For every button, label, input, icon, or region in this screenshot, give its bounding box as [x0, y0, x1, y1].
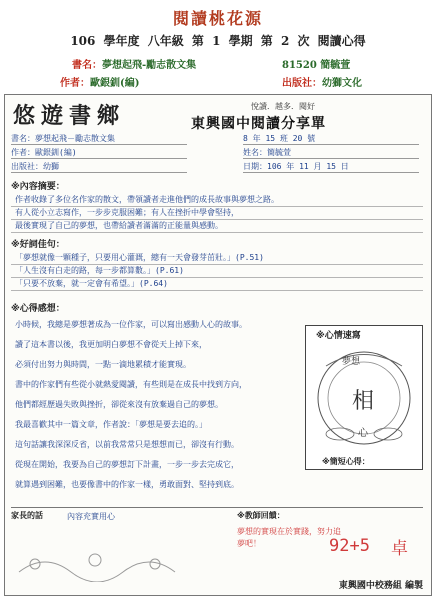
mood-glyph: 相 [352, 389, 375, 414]
teacher-signature: 卓 [391, 539, 408, 559]
page-header [0, 0, 436, 89]
footer-brand: 東興國中校務組 編製 [338, 581, 423, 591]
page-subtitle: 106 學年度 八年級 第 1 學期 第 2 次 閱讀心得 [70, 34, 366, 48]
school-title: 東興國中閱讀分享單 [191, 116, 326, 132]
score: 92+5 [329, 536, 370, 556]
sketch-decoration [15, 548, 215, 582]
publisher-meta [282, 74, 362, 89]
publisher-name: 幼獅文化 [322, 78, 362, 89]
quote-line: 「人生沒有白走的路，每一步都算數。」(P.61) [15, 266, 184, 275]
author-label: 作者： [60, 78, 90, 89]
book-meta [72, 56, 196, 71]
summary-line: 有人從小立志寫作，一步步克服困難；有人在挫折中學會堅持， [15, 208, 239, 217]
class-line: 8 年 15 班 20 號 [243, 133, 419, 145]
quote-lines [15, 251, 421, 290]
mood-sketch-drawing [306, 338, 422, 458]
quote-line: 「夢想就像一顆種子，只要用心灌溉，總有一天會發芽茁壯。」(P.51) [15, 253, 264, 262]
mood-glyph: 夢想 [342, 357, 361, 367]
reflection-line: 這句話讓我深深反省，以前我常常只是想想而已，卻沒有行動。 [15, 440, 239, 449]
reflection-line: 我最喜歡其中一篇文章，作者說：「夢想是要去追的。」 [15, 420, 207, 429]
teacher-comment: 夢想的實現在於實踐，努力追夢吧！ [237, 527, 341, 548]
reflection-line: 小時候，我總是夢想著成為一位作家，可以寫出感動人心的故事。 [15, 320, 247, 329]
publisher-label: 出版社： [282, 78, 322, 89]
banner-logo: 悠遊書鄉 [13, 103, 126, 129]
reflection-line: 讀了這本書以後，我更加明白夢想不會從天上掉下來， [15, 340, 207, 349]
name-line: 姓名：簡毓萱 [243, 147, 419, 159]
parent-label: 家長的話 [11, 511, 43, 520]
mood-caption: ※簡短心得： [322, 457, 370, 466]
mood-sketch-title: ※心情速寫 [316, 331, 361, 341]
reflection-line: 他們都經歷過失敗與挫折，卻從來沒有放棄過自己的夢想。 [15, 400, 223, 409]
page-title: 閱讀桃花源 [172, 9, 263, 28]
reading-worksheet [4, 94, 432, 596]
reflection-line: 從現在開始，我要為自己的夢想訂下計畫，一步一步去完成它， [15, 460, 239, 469]
content-summary-heading: ※內容摘要： [11, 182, 65, 192]
publisher-line: 出版社：幼獅 [11, 161, 187, 173]
quote-heading: ※好詞佳句： [11, 240, 65, 250]
book-line: 書名：夢想起飛－勵志散文集 [11, 133, 187, 145]
mood-glyph: 心 [358, 428, 368, 439]
author-name: 歐銀釧(編) [90, 78, 140, 89]
reflection-line: 必須付出努力與時間，一點一滴地累積才能實現。 [15, 360, 191, 369]
quote-line: 「只要不放棄，就一定會有希望。」(P.64) [15, 279, 168, 288]
reflection-line: 書中的作家們有些從小就熱愛閱讀，有些則是在成長中找到方向， [15, 380, 247, 389]
student-id: 81520 簡毓萱 [282, 60, 351, 71]
author-line: 作者：歐銀釧(編) [11, 147, 187, 159]
content-summary [15, 193, 421, 232]
summary-line: 最後實現了自己的夢想，也帶給讀者滿滿的正能量與感動。 [15, 221, 223, 230]
teacher-label: ※教師回饋： [237, 511, 285, 520]
summary-line: 作者收錄了多位名作家的散文，帶領讀者走進他們的成長故事與夢想之路。 [15, 195, 279, 204]
date-line: 日期：106 年 11 月 15 日 [243, 161, 419, 173]
book-title: 夢想起飛-勵志散文集 [102, 60, 197, 71]
mood-sketch-box [305, 325, 423, 470]
slogan: 悅讀．越多．閱好 [251, 102, 315, 111]
reflection-heading: ※心得感想： [11, 304, 65, 314]
reflection-line: 就算遇到困難，也要像書中的作家一樣，勇敢面對、堅持到底。 [15, 480, 239, 489]
book-label: 書名： [72, 60, 102, 71]
reflection-text [15, 315, 301, 495]
author-meta [60, 74, 139, 89]
parent-comment: 內容充實用心 [67, 512, 115, 521]
